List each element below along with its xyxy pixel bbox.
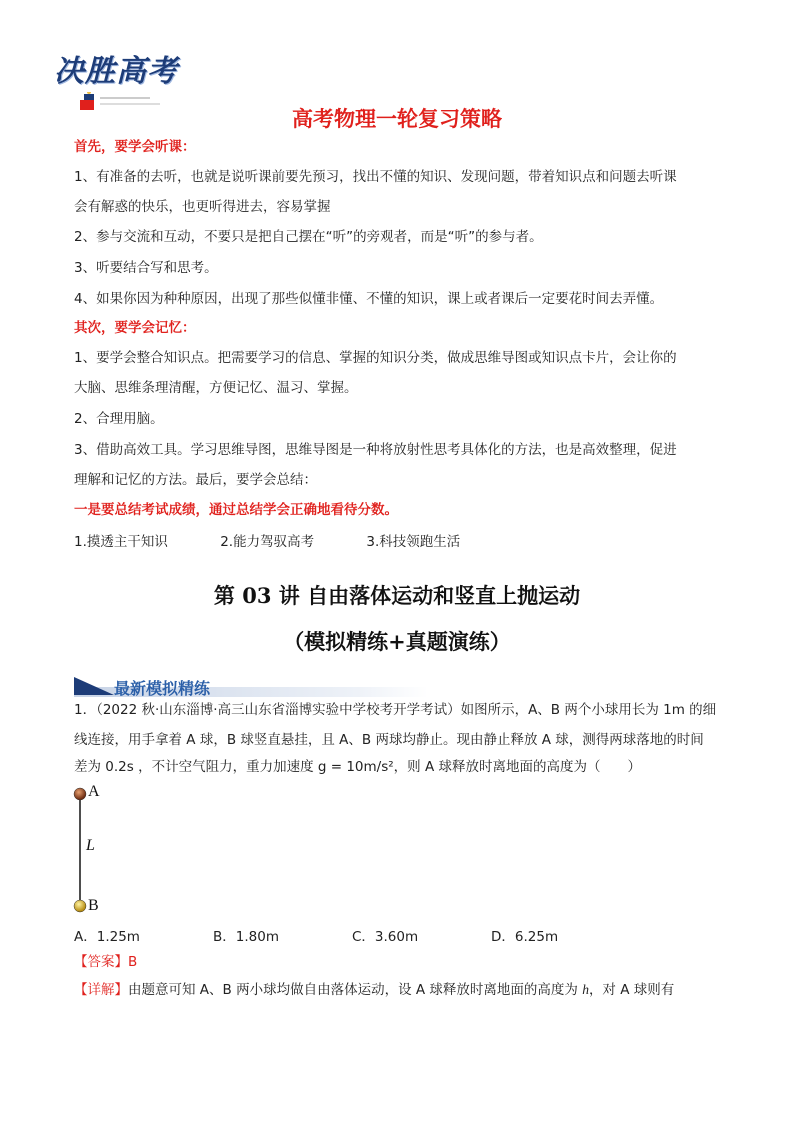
section1-item: 3、听要结合写和思考。	[74, 260, 218, 276]
options-row	[74, 925, 630, 945]
option-d: D．6.25m	[491, 929, 559, 945]
banner-text: 最新模拟精练	[114, 679, 211, 698]
lesson-title: 第 03 讲 自由落体运动和竖直上抛运动	[213, 583, 581, 608]
answer-tag: 【答案】	[74, 954, 128, 970]
answer-value: B	[128, 954, 138, 970]
section1-item: 4、如果你因为种种原因，出现了那些似懂非懂、不懂的知识，课上或者课后一定要花时间去弄懂。	[74, 291, 664, 307]
question-line: 1．（2022 秋·山东淄博·高三山东省淄博实验中学校考开学考试）如图所示，A、B 两个小球用长为 1m 的细	[74, 702, 717, 718]
tip-item: 1.摸透主干知识	[74, 534, 168, 550]
tip-item: 3.科技领跑生活	[366, 534, 461, 550]
section2-item: 大脑、思维条理清醒，方便记忆、温习、掌握。	[74, 380, 358, 396]
question-line: 差为 0.2s ，不计空气阻力，重力加速度 g = 10m/s²，则 A 球释放时离地面的高度为（ ）	[74, 759, 641, 775]
logo-text: 决胜高考	[54, 54, 178, 89]
option-c: C．3.60m	[352, 929, 419, 945]
section1-item: 1、有准备的去听，也就是说听课前要先预习，找出不懂的知识、发现问题，带着知识点和问题去听课	[74, 169, 677, 185]
summary-text: 一是要总结考试成绩，通过总结学会正确地看待分数。	[74, 502, 398, 518]
section1-item: 2、参与交流和互动，不要只是把自己摆在“听”的旁观者，而是“听”的参与者。	[74, 229, 543, 245]
section2-item: 3、借助高效工具。学习思维导图，思维导图是一种将放射性思考具体化的方法，也是高效整理，促进	[74, 442, 677, 458]
detail-var: h	[582, 982, 589, 997]
detail-tag: 【详解】	[74, 982, 128, 998]
lesson-subtitle: （模拟精练+真题演练）	[283, 629, 511, 654]
label-l: L	[86, 837, 95, 854]
section1-item: 会有解惑的快乐，也更听得进去，容易掌握	[74, 199, 331, 215]
logo	[50, 42, 180, 112]
question-line: 线连接，用手拿着 A 球，B 球竖直悬挂，且 A、B 两球均静止。现由静止释放 A 球，测得两球落地的时间	[74, 732, 704, 748]
section1-heading: 首先，要学会听课：	[74, 139, 196, 155]
section-banner	[74, 677, 428, 697]
option-b: B．1.80m	[213, 929, 279, 945]
label-b: B	[88, 897, 99, 914]
option-a: A．1.25m	[74, 929, 140, 945]
detail	[74, 978, 674, 998]
section2-item: 2、合理用脑。	[74, 411, 164, 427]
label-a: A	[88, 783, 100, 800]
figure-two-balls	[70, 785, 130, 915]
banner-triangle-icon	[74, 677, 114, 695]
detail-text: 由题意可知 A、B 两小球均做自由落体运动，设 A 球释放时离地面的高度为	[128, 982, 583, 998]
page-title: 高考物理一轮复习策略	[292, 107, 502, 131]
section2-item: 理解和记忆的方法。最后，要学会总结：	[74, 472, 317, 488]
tips-row	[74, 530, 508, 550]
section2-item: 1、要学会整合知识点。把需要学习的信息、掌握的知识分类，做成思维导图或知识点卡片，会让你的	[74, 350, 677, 366]
answer	[74, 950, 137, 970]
section2-heading: 其次，要学会记忆：	[74, 320, 196, 336]
detail-tail: ，对 A 球则有	[588, 982, 675, 998]
tip-item: 2.能力驾驭高考	[220, 534, 315, 550]
